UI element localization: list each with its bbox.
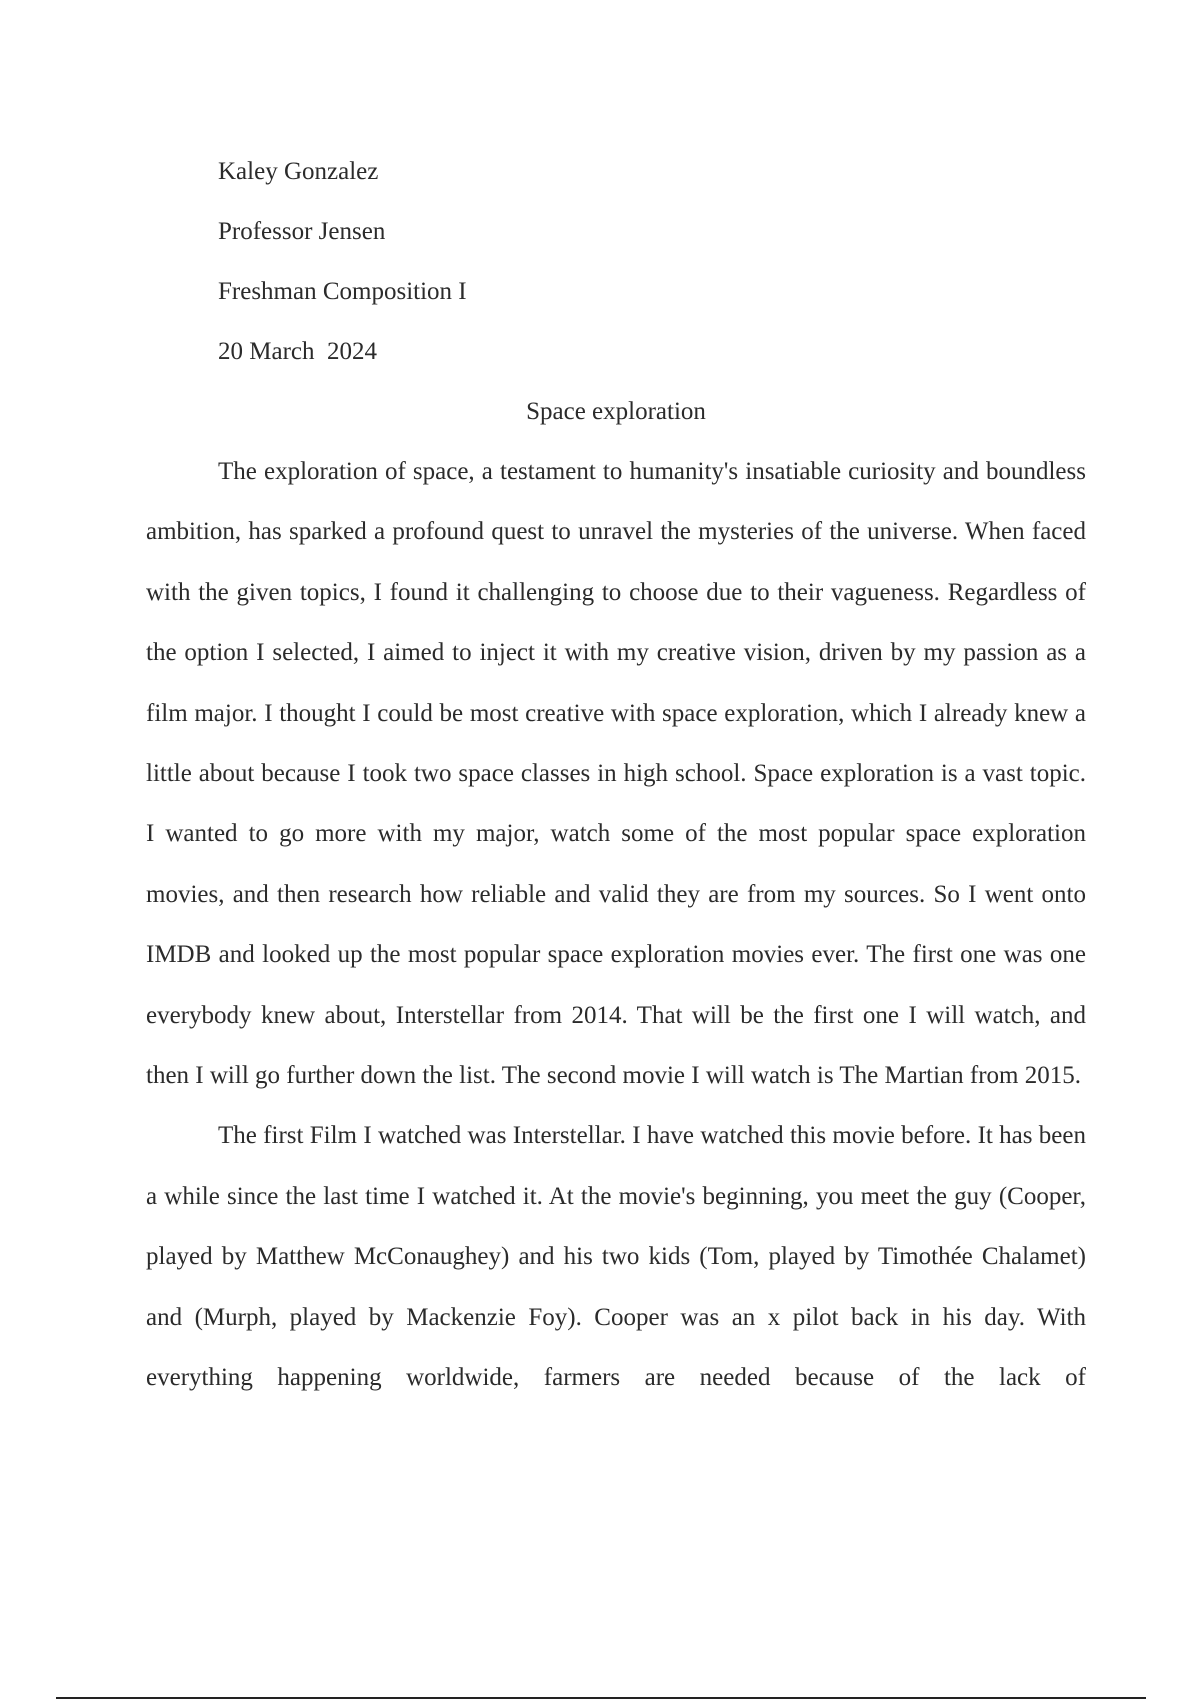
author-name: Kaley Gonzalez: [218, 158, 379, 185]
mla-header: [218, 142, 718, 382]
paragraph: The first Film I watched was Interstellar. I have watched this movie before. It has been a while since the last time I watched it. At the movie's beginning, you meet the guy (Cooper, played by Matthew McConaughey) and his two kids (Tom, played by Timothée Chalamet) and (Murph, played by Mackenzie Foy). Cooper was an x pilot back in his day. With everything happening worldwide, farmers are needed because of the lack of: [146, 1122, 1086, 1392]
essay-body: [146, 442, 1086, 1409]
essay-date: 20 March 2024: [218, 338, 377, 365]
essay-title: Space exploration: [526, 398, 706, 425]
instructor-name: Professor Jensen: [218, 218, 386, 245]
page-bottom-rule: [56, 1697, 1146, 1699]
paragraph: The exploration of space, a testament to humanity's insatiable curiosity and boundless ambition, has sparked a profound quest to unravel the mysteries of the universe. When faced with the given topics, I found it challenging to choose due to their vagueness. Regardless of the option I selected, I aimed to inject it with my creative vision, driven by my passion as a film major. I thought I could be most creative with space exploration, which I already knew a little about because I took two space classes in high school. Space exploration is a vast topic. I wanted to go more with my major, watch some of the most popular space exploration movies, and then research how reliable and valid they are from my sources. So I went onto IMDB and looked up the most popular space exploration movies ever. The first one was one everybody knew about, Interstellar from 2014. That will be the first one I will watch, and then I will go further down the list. The second movie I will watch is The Martian from 2015.: [146, 458, 1086, 1090]
course-name: Freshman Composition I: [218, 278, 467, 305]
